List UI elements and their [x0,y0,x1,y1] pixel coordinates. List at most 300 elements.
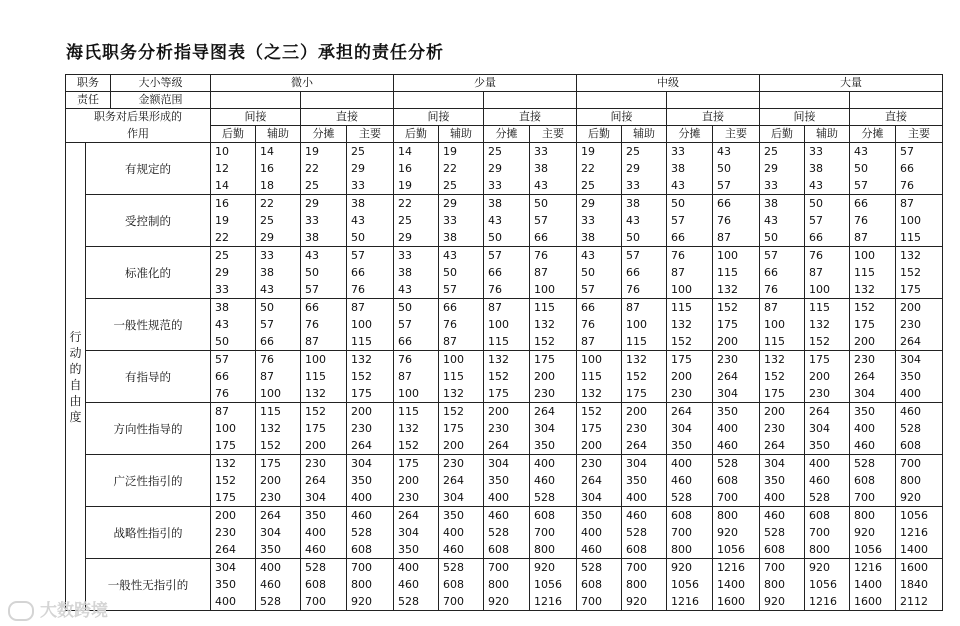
value: 175 [764,387,785,400]
value: 115 [581,370,602,383]
value: 152 [443,405,464,418]
value: 87 [534,266,548,279]
value: 200 [305,439,326,452]
value: 700 [488,561,509,574]
value: 230 [809,387,830,400]
value: 608 [717,474,738,487]
value: 460 [398,578,419,591]
value: 132 [305,387,326,400]
value-cell [713,455,760,507]
value: 700 [581,595,602,608]
value: 304 [764,457,785,470]
value: 66 [809,231,823,244]
level-header: 中级 [577,75,760,92]
value: 920 [717,526,738,539]
value: 264 [854,370,875,383]
value: 304 [809,422,830,435]
value: 100 [626,318,647,331]
value: 100 [260,387,281,400]
value: 152 [488,370,509,383]
value-cell [256,403,301,455]
blank-cell [301,92,394,109]
value: 608 [809,509,830,522]
value: 87 [488,301,502,314]
value: 76 [260,353,274,366]
value: 50 [626,231,640,244]
value: 608 [581,578,602,591]
value-cell [760,299,805,351]
value: 175 [260,457,281,470]
value: 175 [305,422,326,435]
value-cell [713,403,760,455]
value: 87 [809,266,823,279]
value-cell [667,507,713,559]
value-cell [622,455,667,507]
value: 264 [488,439,509,452]
value: 304 [671,422,692,435]
value: 264 [900,335,921,348]
value: 152 [534,335,555,348]
value: 920 [351,595,372,608]
value: 57 [900,145,914,158]
blank-cell [667,92,760,109]
value: 38 [488,197,502,210]
value: 25 [626,145,640,158]
value: 460 [671,474,692,487]
value-cell [760,455,805,507]
value: 19 [215,214,229,227]
value: 25 [581,179,595,192]
value: 38 [534,162,548,175]
value: 38 [215,301,229,314]
value: 43 [260,283,274,296]
value: 304 [626,457,647,470]
value: 200 [215,509,236,522]
value-cell [896,195,943,247]
value: 528 [900,422,921,435]
value: 100 [488,318,509,331]
value: 66 [626,266,640,279]
value: 115 [488,335,509,348]
value-cell [347,247,394,299]
row-label: 一般性规范的 [86,299,211,351]
value: 175 [854,318,875,331]
value: 76 [809,249,823,262]
value-cell [394,143,439,195]
value: 57 [443,283,457,296]
value-cell [484,247,530,299]
value: 25 [215,249,229,262]
value: 400 [764,491,785,504]
value-cell [301,351,347,403]
side-label-char: 由 [69,393,82,408]
value-cell [667,403,713,455]
value: 38 [671,162,685,175]
indirect-header: 间接 [760,109,850,126]
value-cell [530,299,577,351]
value: 350 [534,439,555,452]
value: 38 [260,266,274,279]
direct-header: 直接 [484,109,577,126]
value: 100 [305,353,326,366]
value-cell [622,559,667,611]
value: 400 [443,526,464,539]
value: 608 [626,543,647,556]
value: 100 [900,214,921,227]
value-cell [394,559,439,611]
value: 66 [671,231,685,244]
value-cell [256,247,301,299]
value: 12 [215,162,229,175]
value: 304 [900,353,921,366]
value: 43 [854,145,868,158]
value: 230 [671,387,692,400]
value: 132 [443,387,464,400]
value: 800 [764,578,785,591]
value: 38 [398,266,412,279]
value: 350 [398,543,419,556]
value: 264 [215,543,236,556]
value: 304 [854,387,875,400]
sub-header: 辅助 [622,126,667,143]
value: 1056 [854,543,882,556]
sub-header: 辅助 [439,126,484,143]
value: 200 [534,370,555,383]
value: 400 [260,561,281,574]
value-cell [760,507,805,559]
value: 608 [351,543,372,556]
value: 66 [488,266,502,279]
table-row [66,195,943,247]
value: 152 [626,370,647,383]
value-cell [667,351,713,403]
value: 528 [809,491,830,504]
table-row [66,351,943,403]
value: 400 [488,491,509,504]
value: 608 [305,578,326,591]
blank-cell [484,92,577,109]
row-label: 受控制的 [86,195,211,247]
value: 175 [534,353,555,366]
value: 87 [305,335,319,348]
value: 608 [534,509,555,522]
value: 400 [215,595,236,608]
value-cell [484,455,530,507]
value: 50 [534,197,548,210]
value: 1400 [854,578,882,591]
value: 29 [305,197,319,210]
value-cell [301,455,347,507]
value: 460 [260,578,281,591]
value-cell [439,559,484,611]
value: 264 [581,474,602,487]
sub-header: 后勤 [577,126,622,143]
value: 200 [626,405,647,418]
value: 33 [809,145,823,158]
value: 350 [351,474,372,487]
row-label: 标准化的 [86,247,211,299]
value: 920 [854,526,875,539]
value: 38 [351,197,365,210]
value: 25 [443,179,457,192]
value: 33 [581,214,595,227]
value-cell [301,247,347,299]
table-row [66,559,943,611]
value-cell [484,559,530,611]
sub-header: 主要 [347,126,394,143]
value: 350 [581,509,602,522]
value: 33 [671,145,685,158]
value: 264 [260,509,281,522]
value: 38 [305,231,319,244]
value: 264 [764,439,785,452]
value: 14 [398,145,412,158]
value: 152 [398,439,419,452]
value-cell [760,143,805,195]
value: 29 [626,162,640,175]
value: 1600 [717,595,745,608]
value: 304 [351,457,372,470]
value: 10 [215,145,229,158]
value: 264 [443,474,464,487]
value: 608 [488,543,509,556]
value-cell [577,507,622,559]
value-cell [622,195,667,247]
row-label: 有指导的 [86,351,211,403]
value: 19 [443,145,457,158]
value: 76 [351,283,365,296]
value: 800 [488,578,509,591]
value: 100 [581,353,602,366]
value: 25 [260,214,274,227]
value-cell [301,143,347,195]
sub-header: 后勤 [211,126,256,143]
value: 264 [809,405,830,418]
value: 76 [626,283,640,296]
value: 22 [581,162,595,175]
value-cell [713,143,760,195]
sub-header: 后勤 [760,126,805,143]
value-cell [805,247,850,299]
value: 38 [809,162,823,175]
value: 460 [305,543,326,556]
value: 230 [900,318,921,331]
value-cell [347,195,394,247]
value-cell [577,455,622,507]
value: 200 [443,439,464,452]
row-label: 战略性指引的 [86,507,211,559]
value: 16 [398,162,412,175]
value-cell [622,507,667,559]
value-cell [530,247,577,299]
value: 350 [260,543,281,556]
value-cell [850,143,896,195]
value-cell [439,195,484,247]
blank-cell [760,92,850,109]
sub-header: 分摊 [850,126,896,143]
value: 264 [305,474,326,487]
value: 76 [900,179,914,192]
side-label-char: 自 [69,377,82,392]
value: 700 [717,491,738,504]
header-effect: 职务对后果形成的 [66,109,211,126]
value-cell [347,507,394,559]
value-cell [667,143,713,195]
direct-header: 直接 [850,109,943,126]
value: 115 [626,335,647,348]
value: 528 [717,457,738,470]
direct-header: 直接 [301,109,394,126]
value-cell [850,351,896,403]
value: 25 [351,145,365,158]
value: 76 [398,353,412,366]
value-cell [577,195,622,247]
value-cell [577,299,622,351]
value: 66 [443,301,457,314]
value: 200 [900,301,921,314]
value-cell [347,455,394,507]
indirect-header: 间接 [394,109,484,126]
value: 1216 [534,595,562,608]
value: 460 [581,543,602,556]
value: 132 [488,353,509,366]
value: 29 [351,162,365,175]
value-cell [805,403,850,455]
value-cell [577,143,622,195]
value: 43 [626,214,640,227]
value-cell [850,559,896,611]
value-cell [256,195,301,247]
watermark-logo-icon [8,601,34,621]
value-cell [896,143,943,195]
value: 33 [626,179,640,192]
value: 304 [717,387,738,400]
value: 29 [764,162,778,175]
side-label-char: 动 [69,345,82,360]
value: 76 [717,214,731,227]
value-cell [439,143,484,195]
value-cell [760,195,805,247]
value: 50 [717,162,731,175]
value-cell [211,455,256,507]
value: 115 [671,301,692,314]
table-row [66,403,943,455]
value-cell [301,559,347,611]
value: 460 [900,405,921,418]
value: 87 [717,231,731,244]
value: 50 [398,301,412,314]
value: 460 [534,474,555,487]
sub-header: 主要 [896,126,943,143]
value-cell [439,403,484,455]
value: 1056 [534,578,562,591]
value: 87 [260,370,274,383]
value: 152 [215,474,236,487]
value: 608 [671,509,692,522]
value-cell [394,351,439,403]
value: 76 [671,249,685,262]
value: 175 [398,457,419,470]
row-label: 广泛性指引的 [86,455,211,507]
value: 57 [488,249,502,262]
value-cell [622,351,667,403]
value: 57 [671,214,685,227]
value-cell [394,403,439,455]
value: 50 [443,266,457,279]
value: 460 [443,543,464,556]
value-cell [713,195,760,247]
value: 400 [900,387,921,400]
watermark [8,596,108,621]
value: 43 [443,249,457,262]
value-cell [484,351,530,403]
value: 608 [900,439,921,452]
value: 152 [351,370,372,383]
header-job: 职务 [66,75,111,92]
value: 152 [854,301,875,314]
value: 528 [305,561,326,574]
value: 460 [626,509,647,522]
value: 66 [581,301,595,314]
value: 528 [626,526,647,539]
value: 66 [854,197,868,210]
value-cell [256,351,301,403]
value-cell [347,559,394,611]
value: 115 [351,335,372,348]
value: 200 [351,405,372,418]
value: 76 [215,387,229,400]
value: 608 [443,578,464,591]
value: 43 [764,214,778,227]
value-cell [577,351,622,403]
value: 800 [900,474,921,487]
value: 1600 [854,595,882,608]
side-label-char: 的 [69,361,82,376]
value: 200 [764,405,785,418]
value: 33 [488,179,502,192]
value: 100 [351,318,372,331]
value: 700 [671,526,692,539]
value: 115 [534,301,555,314]
value: 29 [443,197,457,210]
sub-header: 分摊 [484,126,530,143]
value: 920 [809,561,830,574]
value: 304 [488,457,509,470]
value-cell [439,247,484,299]
value: 175 [717,318,738,331]
value-cell [622,403,667,455]
value: 152 [717,301,738,314]
value-cell [394,455,439,507]
value: 29 [488,162,502,175]
value-cell [805,143,850,195]
value: 304 [305,491,326,504]
value: 230 [534,387,555,400]
value: 132 [764,353,785,366]
value: 50 [764,231,778,244]
value: 200 [260,474,281,487]
value: 264 [717,370,738,383]
value: 43 [215,318,229,331]
value: 230 [260,491,281,504]
value: 33 [351,179,365,192]
value: 115 [854,266,875,279]
value: 43 [717,145,731,158]
value: 66 [398,335,412,348]
indirect-header: 间接 [211,109,301,126]
value: 152 [581,405,602,418]
value-cell [896,559,943,611]
